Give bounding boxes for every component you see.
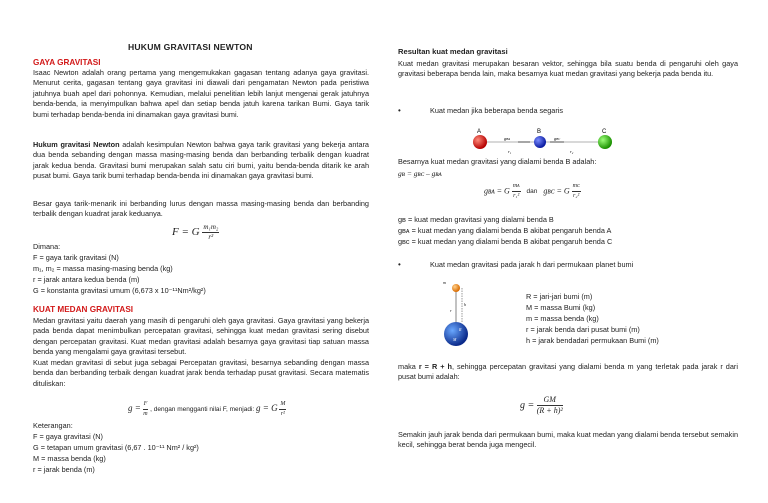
- bullet-1: •: [398, 106, 401, 115]
- formula-f-den: r²: [208, 233, 214, 241]
- bullet-text-segaris: Kuat medan jika beberapa benda segaris: [430, 106, 564, 115]
- formula-gba-lhs: gʙᴀ = G: [484, 186, 510, 196]
- label-b: B: [537, 129, 542, 135]
- formula-g-den: m: [143, 411, 148, 417]
- maka-equation: r = R + h: [418, 362, 452, 371]
- paragraph-gaya-intro: Isaac Newton adalah orang pertama yang mengemukakan gagasan tentang adanya gaya gravitasi. Menurut cerita, gagasan tentang gaya gravitasi ini diawali dari pengamatan Newton pada peristiwa jatuhnya buah apel dari pohonnya. Kemudian, melalui penelitian lebih lanjut mengenai gerak jatuhnya benda-benda, ia menyimpulkan bahwa apel dan setiap benda jatuh karena tarikan Bumi. Gaya tarik bumi terhadap benda-benda ini dinamakan gaya gravitasi bumi.: [33, 68, 369, 119]
- paragraph-medan-gravitasi: Medan gravitasi yaitu daerah yang masih di pengaruhi oleh gaya gravitasi. Gaya gravitasi yang bekerja pada benda dapat menimbulkan percepatan gravitasi, sehingga kuat medan gravitasi sering disebut dengan percepatan gravitasi. Kuat medan gravitasi adalah besarnya gaya gravitasi tiap satuan massa benda yang mengalami gaya gravitasi tersebut.: [33, 316, 369, 357]
- page-title: HUKUM GRAVITASI NEWTON: [128, 42, 253, 52]
- def-r: r = jarak antara kedua benda (m): [33, 275, 140, 284]
- label-a: A: [477, 129, 482, 135]
- formula-gbc-lhs: gʙᴄ = G: [543, 186, 570, 196]
- formula-gbc-num: mᴄ: [572, 182, 581, 192]
- label-M: M: [453, 337, 457, 342]
- maka-rest: , sehingga percepatan gravitasi yang dialami benda m yang terletak pada jarak r dari pusat bumi adalah:: [398, 362, 738, 382]
- ket-f: F = gaya gravitasi (N): [33, 432, 103, 441]
- def-M: M = massa Bumi (kg): [526, 303, 596, 312]
- formula-g-lhs: g =: [128, 403, 141, 414]
- label-keterangan: Keterangan:: [33, 421, 73, 430]
- formula-g2-den: r²: [280, 411, 285, 417]
- label-r: r: [450, 308, 452, 313]
- formula-kuat-medan: [128, 400, 286, 419]
- paragraph-hukum-newton: [33, 140, 369, 182]
- def-m: m₁, m₂ = massa masing-masing benda (kg): [33, 264, 173, 273]
- hukum-newton-rest: adalah kesimpulan Newton bahwa gaya tarik gravitasi yang bekerja antara dua benda sebanding dengan massa masing-masing benda dan berbanding terbalik dengan kuadrat jarak kedua benda. Gravitasi bumi merupakan salah satu ciri bumi, yaitu benda-benda ditarik ke arah pusat bumi. Gaya tarik bumi terhadap benda-benda ini dinamakan gaya gravitasi bumi.: [33, 140, 369, 181]
- heading-gaya-gravitasi: GAYA GRAVITASI: [33, 58, 101, 67]
- label-r2: r₂: [570, 149, 574, 154]
- def-gbc: gʙᴄ = kuat medan yang dialami benda B akibat pengaruh benda C: [398, 237, 613, 246]
- sphere-b: [534, 136, 546, 148]
- heading-kuat-medan: KUAT MEDAN GRAVITASI: [33, 305, 134, 314]
- formula-f-lhs: F = G: [172, 226, 200, 239]
- formula-f-num: m₁m₂: [203, 223, 219, 231]
- hukum-newton-bold: Hukum gravitasi Newton: [33, 140, 120, 149]
- earth-sphere: [444, 322, 468, 346]
- formula-g2-lhs: g = G: [256, 403, 278, 414]
- formula-gba-gbc: [484, 182, 581, 201]
- label-h: h: [464, 302, 466, 307]
- formula-gba-den: r₁²: [513, 193, 520, 199]
- label-gba: gʙᴀ: [504, 136, 510, 141]
- formula-dan: dan: [526, 188, 538, 196]
- sphere-c: [598, 135, 612, 149]
- formula-g-num: F: [143, 400, 149, 410]
- object-m: [452, 284, 460, 292]
- paragraph-maka: [398, 362, 738, 383]
- label-dimana: Dimana:: [33, 242, 61, 251]
- ket-g: G = tetapan umum gravitasi (6,67 . 10⁻¹¹ Nm² / kg²): [33, 443, 199, 452]
- def-m-benda: m = massa benda (kg): [526, 314, 599, 323]
- paragraph-semakin-jauh: Semakin jauh jarak benda dari permukaan bumi, maka kuat medan yang dialami benda tersebut semakin kecil, sehingga berat benda juga mengecil.: [398, 430, 738, 450]
- diagram-benda-segaris: [460, 124, 630, 160]
- label-m: m: [443, 280, 446, 285]
- formula-g-rh-den: (R + h)²: [536, 406, 563, 415]
- def-h: h = jarak bendadari permukaan Bumi (m): [526, 336, 659, 345]
- def-g: G = konstanta gravitasi umum (6,673 x 10⁻¹¹Nm²/kg²): [33, 286, 206, 295]
- ket-r: r = jarak benda (m): [33, 465, 95, 474]
- sphere-a: [473, 135, 487, 149]
- bullet-text-jarak-h: Kuat medan gravitasi pada jarak h dari permukaan planet bumi: [430, 260, 634, 269]
- ket-m: M = massa benda (kg): [33, 454, 106, 463]
- paragraph-berbanding: Besar gaya tarik-menarik ini berbanding lurus dengan massa masing-masing benda dan berbanding terbalik dengan kuadrat jarak keduanya.: [33, 199, 369, 219]
- def-gba: gʙᴀ = kuat medan yang dialami benda B akibat pengaruh benda A: [398, 226, 612, 235]
- maka-prefix: maka: [398, 362, 419, 371]
- def-gb: gʙ = kuat medan gravitasi yang dialami benda B: [398, 215, 554, 224]
- bullet-2: •: [398, 260, 401, 269]
- paragraph-resultan: Kuat medan gravitasi merupakan besaran vektor, sehingga bila suatu benda di pengaruhi oleh gaya gravitasi beberapa benda lain, maka besarnya kuat medan gravitasi yang bekerja pada benda itu.: [398, 59, 738, 79]
- eq-gb: gʙ = gʙᴄ – gʙᴀ: [398, 169, 442, 178]
- formula-g-rh-lhs: g =: [520, 399, 535, 411]
- label-r1: r₁: [508, 149, 512, 154]
- formula-gba-num: mᴀ: [512, 182, 521, 192]
- def-f: F = gaya tarik gravitasi (N): [33, 253, 119, 262]
- label-c: C: [602, 129, 607, 135]
- def-r-pusat: r = jarak benda dari pusat bumi (m): [526, 325, 640, 334]
- formula-gravitasi: [172, 223, 219, 242]
- formula-g-note: , dengan mengganti nilai F, menjadi:: [150, 406, 255, 414]
- formula-gbc-den: r₂²: [573, 193, 580, 199]
- label-gbc: gʙᴄ: [554, 136, 561, 141]
- formula-g-rh: [520, 395, 563, 416]
- label-R: R: [459, 327, 462, 332]
- def-R: R = jari-jari bumi (m): [526, 292, 593, 301]
- formula-g2-num: M: [279, 400, 286, 410]
- heading-resultan: Resultan kuat medan gravitasi: [398, 47, 508, 56]
- paragraph-percepatan: Kuat medan gravitasi di sebut juga sebagai Percepatan gravitasi, besarnya sebanding dengan massa benda dan berbanding terbaik dengan kuadrat jarak benda terhadap pusat gravitasi. Secara matematis dituliskan:: [33, 358, 369, 388]
- formula-g-rh-num: GM: [537, 395, 563, 406]
- diagram-planet-bumi: [440, 278, 500, 348]
- paragraph-besarnya: Besarnya kuat medan gravitasi yang dialami benda B adalah:: [398, 157, 597, 166]
